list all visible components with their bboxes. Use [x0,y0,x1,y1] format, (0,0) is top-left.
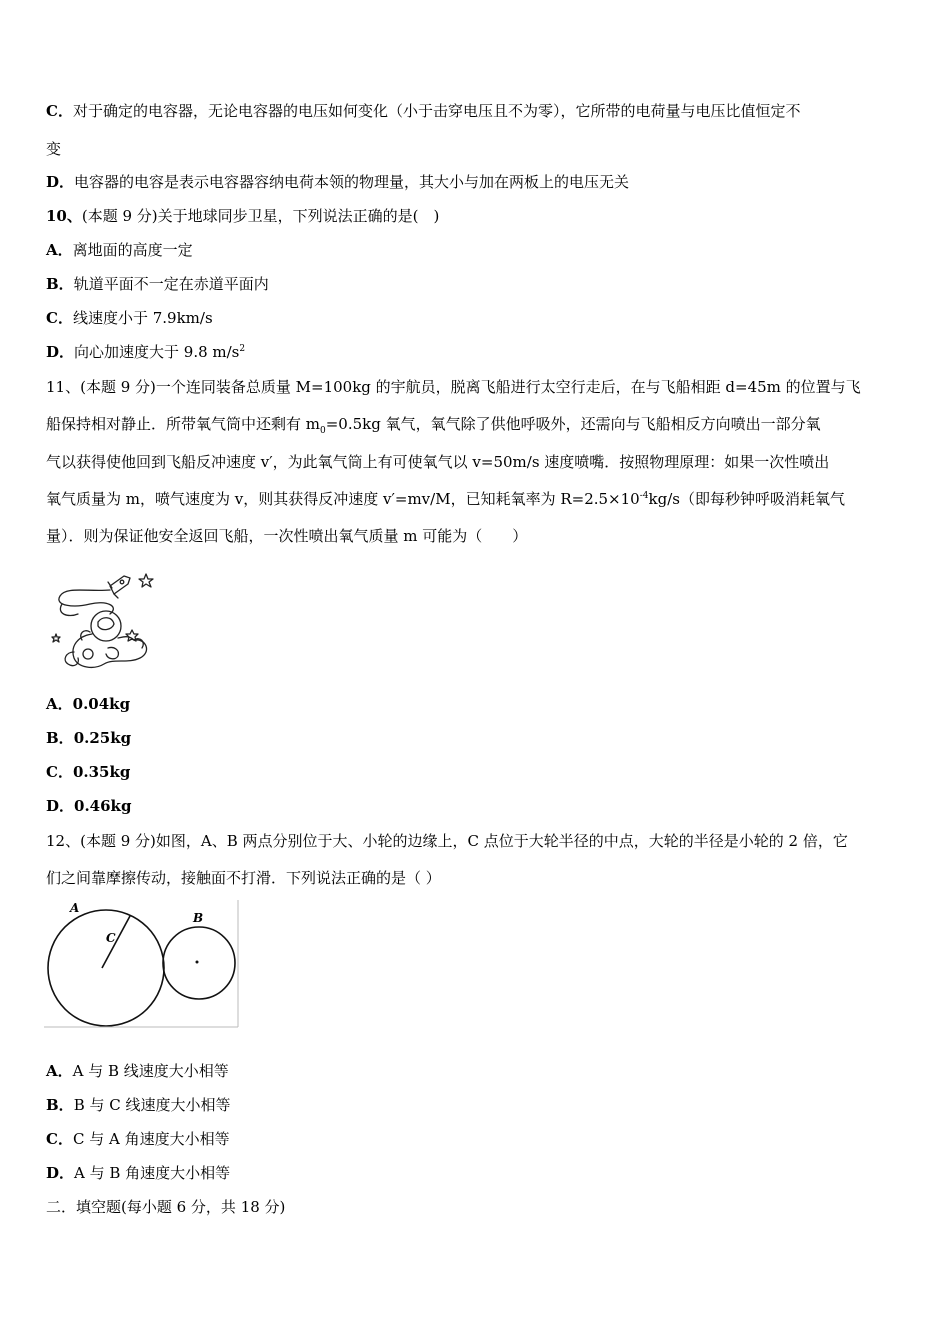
q12-stem-line-2 [46,868,908,888]
label-a: A [70,901,80,915]
q10-option-a [46,240,908,260]
option-label: A． [46,241,73,259]
question-text: 量）．则为保证他安全返回飞船，一次性喷出氧气质量 m 可能为（ ） [46,527,528,545]
option-label: A． [46,695,73,713]
question-text: 11、(本题 9 分)一个连同装备总质量 M=100kg 的宇航员，脱离飞船进行太空行走后，在与飞船相距 d=45m 的位置与飞 [46,378,861,396]
option-label: A． [46,1062,73,1080]
section-2-title [46,1197,908,1217]
large-wheel [48,910,164,1026]
q11-option-a [46,694,908,714]
q11-stem-line-4 [46,489,908,509]
q9-option-c-continuation [46,139,908,159]
option-text: 0.46kg [74,797,132,815]
option-label: C． [46,309,73,327]
question-text: 气以获得使他回到飞船反冲速度 v′，为此氧气筒上有可使氧气以 v=50m/s 速度喷嘴．按照物理原理：如果一次性喷出 [46,453,830,471]
q12-option-c [46,1129,908,1149]
q12-option-a [46,1061,908,1081]
q11-stem-line-5 [46,526,908,546]
q10-stem [46,206,908,226]
wheels-figure [44,898,240,1030]
q9-option-d [46,172,908,192]
option-label: D． [46,173,75,191]
q11-stem-line-3 [46,452,908,472]
option-text: 0.35kg [72,763,131,781]
question-number: 10、 [46,207,82,225]
option-text: A 与 B 线速度大小相等 [72,1062,229,1080]
question-text: 们之间靠摩擦传动，接触面不打滑．下列说法正确的是（ ） [46,869,441,887]
option-text: A 与 B 角速度大小相等 [74,1164,231,1182]
option-label: B． [46,729,74,747]
option-text: 离地面的高度一定 [72,241,193,259]
superscript: -4 [639,491,649,501]
option-text: 0.25kg [73,729,132,747]
option-text: 电容器的电容是表示电容器容纳电荷本领的物理量，其大小与加在两板上的电压无关 [74,173,630,191]
q11-option-d [46,796,908,816]
q10-option-d [46,342,908,362]
option-text: 向心加速度大于 9.8 m/s [74,343,240,361]
question-text: (本题 9 分)关于地球同步卫星，下列说法正确的是( ) [81,207,440,225]
q11-option-b [46,728,908,748]
q9-option-c [46,101,908,121]
option-text: 变 [46,140,62,158]
question-text: 船保持相对静止．所带氧气筒中还剩有 m [46,415,320,433]
astronaut-figure [48,568,158,673]
q10-option-c [46,308,908,328]
option-text: C 与 A 角速度大小相等 [72,1130,230,1148]
q11-stem-line-1 [46,377,908,397]
option-label: D． [46,797,75,815]
subscript: 0 [320,426,326,436]
q11-stem-line-2 [46,414,908,434]
option-label: C． [46,1130,73,1148]
question-text: =0.5kg 氧气，氧气除了供他呼吸外，还需向与飞船相反方向喷出一部分氧 [325,415,821,433]
q12-stem-line-1 [46,831,908,851]
question-text: 12、(本题 9 分)如图，A、B 两点分别位于大、小轮的边缘上，C 点位于大轮半径的中点，大轮的半径是小轮的 2 倍，它 [46,832,848,850]
rocket-icon [108,576,130,598]
option-text: 对于确定的电容器，无论电容器的电压如何变化（小于击穿电压且不为零），它所带的电荷量与电压比值恒定不 [72,102,801,120]
option-label: B． [46,275,74,293]
option-label: D． [46,1164,75,1182]
star-icon [52,634,60,642]
q11-option-c [46,762,908,782]
small-wheel-center [196,961,199,964]
option-label: C． [46,763,73,781]
option-text: 0.04kg [72,695,131,713]
option-label: C． [46,102,73,120]
label-b: B [193,911,204,925]
question-text: 氧气质量为 m，喷气速度为 v，则其获得反冲速度 v′=mv/M，已知耗氧率为 R=2.5×10 [46,490,640,508]
astronaut-icon [65,611,146,667]
option-text: 轨道平面不一定在赤道平面内 [73,275,269,293]
option-text: 线速度小于 7.9km/s [72,309,213,327]
star-icon [139,574,153,587]
option-label: D． [46,343,75,361]
q12-option-b [46,1095,908,1115]
q10-option-b [46,274,908,294]
small-wheel [163,927,235,999]
question-text: kg/s（即每秒钟呼吸消耗氧气 [648,490,845,508]
superscript: 2 [239,344,246,354]
section-title: 二．填空题(每小题 6 分，共 18 分) [46,1198,286,1216]
option-text: B 与 C 线速度大小相等 [73,1096,231,1114]
option-label: B． [46,1096,74,1114]
q12-option-d [46,1163,908,1183]
label-c: C [106,931,116,945]
